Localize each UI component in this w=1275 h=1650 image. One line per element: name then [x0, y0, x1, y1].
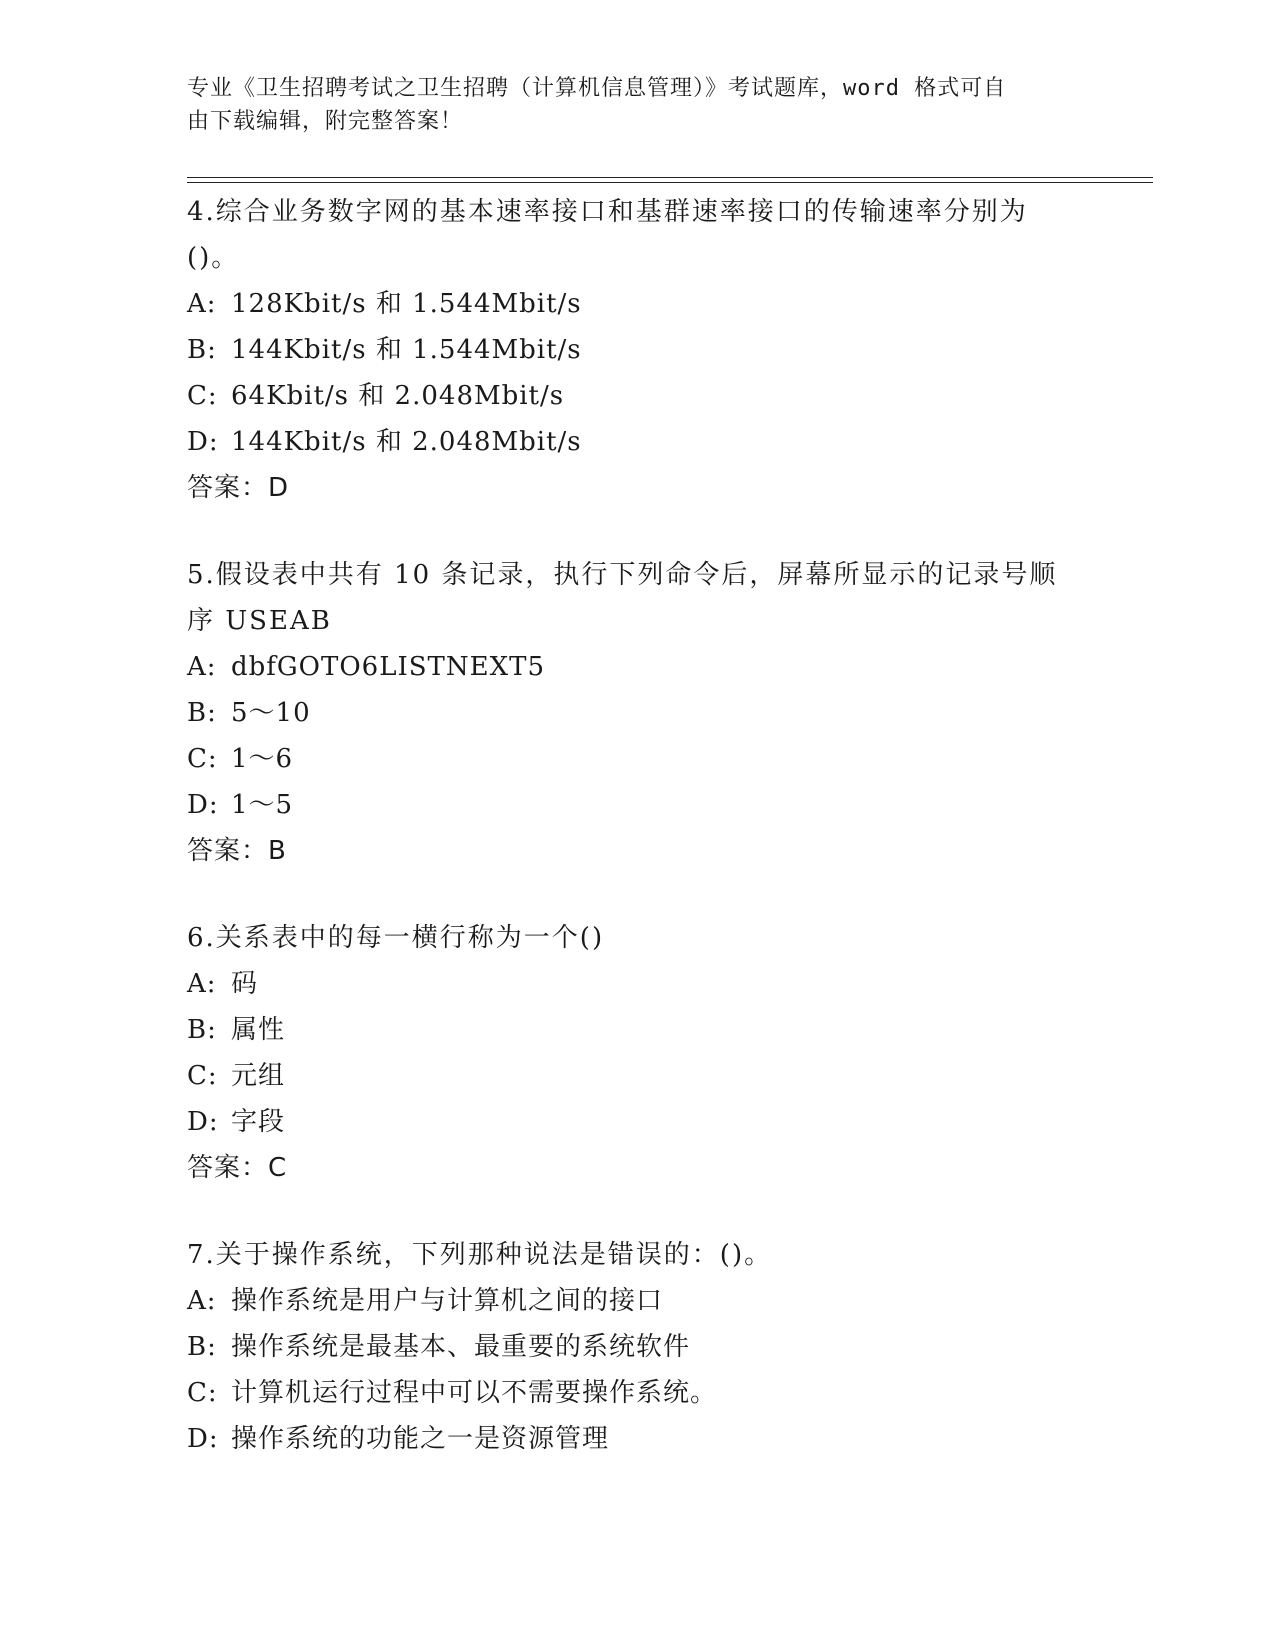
option-text: dbfGOTO6LISTNEXT5: [231, 652, 546, 682]
option-text: 64Kbit/s 和 2.048Mbit/s: [231, 381, 565, 411]
answer-text: 答案：C: [187, 1153, 288, 1183]
option-text: 元组: [231, 1061, 286, 1091]
option-letter: D:: [187, 427, 219, 457]
question-stem-line-2: 序 USEAB: [187, 606, 332, 636]
option-letter: B:: [187, 698, 217, 728]
option-c: [187, 1370, 1087, 1416]
answer-text: 答案：B: [187, 836, 287, 866]
header-line-1: 专业《卫生招聘考试之卫生招聘（计算机信息管理）》考试题库，word 格式可自: [187, 76, 1007, 101]
option-letter: A:: [187, 289, 217, 319]
option-letter: A:: [187, 969, 217, 999]
option-letter: D:: [187, 1424, 219, 1454]
option-text: 操作系统是用户与计算机之间的接口: [231, 1286, 664, 1316]
option-a: [187, 644, 1087, 690]
question-6: [187, 915, 1087, 1191]
question-7: [187, 1232, 1087, 1462]
option-text: 5～10: [231, 698, 311, 728]
option-d: [187, 1416, 1087, 1462]
header-divider-top: [187, 177, 1153, 178]
option-d: [187, 419, 1087, 465]
option-b: [187, 1324, 1087, 1370]
option-a: [187, 961, 1087, 1007]
question-stem-line-1: 7.关于操作系统，下列那种说法是错误的：()。: [187, 1240, 773, 1270]
question-4: [187, 189, 1087, 511]
option-letter: B:: [187, 1332, 217, 1362]
option-text: 128Kbit/s 和 1.544Mbit/s: [231, 289, 582, 319]
option-text: 1～5: [231, 790, 294, 820]
option-d: [187, 782, 1087, 828]
option-b: [187, 1007, 1087, 1053]
option-letter: D:: [187, 1107, 219, 1137]
question-stem-line-2: ()。: [187, 243, 240, 273]
option-letter: A:: [187, 1286, 217, 1316]
option-c: [187, 373, 1087, 419]
question-stem-line-1: 5.假设表中共有 10 条记录，执行下列命令后，屏幕所显示的记录号顺: [187, 560, 1058, 590]
option-letter: C:: [187, 1378, 218, 1408]
option-letter: B:: [187, 1015, 217, 1045]
option-d: [187, 1099, 1087, 1145]
option-letter: A:: [187, 652, 217, 682]
option-text: 操作系统的功能之一是资源管理: [231, 1424, 610, 1454]
answer-text: 答案：D: [187, 473, 290, 503]
header-line-2: 由下载编辑，附完整答案！: [187, 109, 464, 134]
option-text: 144Kbit/s 和 1.544Mbit/s: [231, 335, 582, 365]
option-text: 计算机运行过程中可以不需要操作系统。: [231, 1378, 718, 1408]
option-letter: C:: [187, 744, 218, 774]
option-letter: C:: [187, 1061, 218, 1091]
option-text: 属性: [231, 1015, 286, 1045]
option-c: [187, 1053, 1087, 1099]
option-text: 144Kbit/s 和 2.048Mbit/s: [231, 427, 582, 457]
option-letter: D:: [187, 790, 219, 820]
option-a: [187, 281, 1087, 327]
option-letter: B:: [187, 335, 217, 365]
option-text: 操作系统是最基本、最重要的系统软件: [231, 1332, 691, 1362]
header-divider-bottom: [187, 182, 1153, 183]
question-stem-line-1: 6.关系表中的每一横行称为一个(): [187, 923, 605, 953]
document-header: [187, 72, 1087, 138]
question-stem-line-1: 4.综合业务数字网的基本速率接口和基群速率接口的传输速率分别为: [187, 197, 1028, 227]
option-b: [187, 327, 1087, 373]
option-b: [187, 690, 1087, 736]
option-text: 码: [231, 969, 259, 999]
option-text: 字段: [231, 1107, 286, 1137]
option-a: [187, 1278, 1087, 1324]
option-letter: C:: [187, 381, 218, 411]
question-5: [187, 552, 1087, 874]
option-c: [187, 736, 1087, 782]
option-text: 1～6: [231, 744, 294, 774]
